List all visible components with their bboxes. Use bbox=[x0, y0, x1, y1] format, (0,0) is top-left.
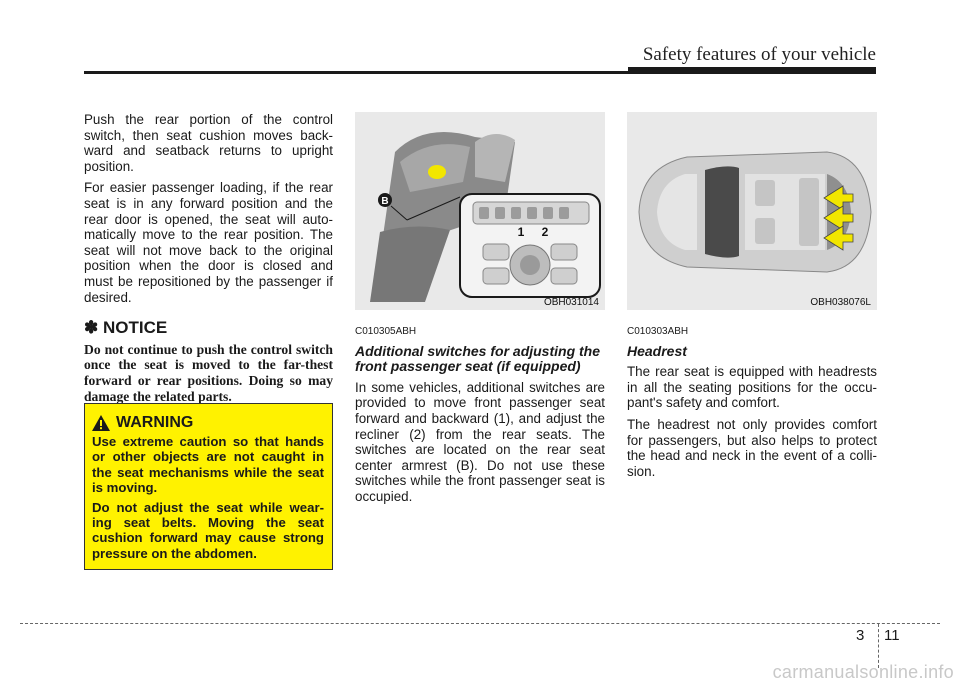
warning-triangle-icon bbox=[92, 415, 110, 431]
section-code: C010303ABH bbox=[627, 326, 689, 337]
section-code: C010305ABH bbox=[355, 326, 417, 337]
watermark: carmanualsonline.info bbox=[772, 662, 954, 682]
figure-code: OBH031014 bbox=[543, 297, 599, 308]
warning-header bbox=[92, 414, 324, 432]
footer-rule bbox=[20, 623, 940, 624]
car-top-view-illustration bbox=[627, 112, 877, 310]
section-title: Safety features of your vehicle bbox=[642, 44, 876, 65]
figure-code: OBH038076L bbox=[810, 297, 871, 308]
label-b: B bbox=[381, 196, 389, 207]
label-1: 1 bbox=[517, 225, 525, 239]
paragraph: The headrest not only provides comfort for passengers, but also helps to protect the head and neck in the event of a colli-sion. bbox=[627, 416, 877, 479]
header-rule-accent bbox=[628, 67, 876, 74]
paragraph: The rear seat is equipped with headrests in all the seating positions for the occu-pant's safety and comfort. bbox=[627, 364, 877, 411]
rear-seat-illustration bbox=[355, 112, 605, 310]
column-3 bbox=[627, 314, 877, 485]
label-2: 2 bbox=[541, 225, 549, 239]
page-number: 11 bbox=[884, 627, 900, 644]
paragraph: In some vehicles, additional switches are provided to move front passenger seat forward and backward (1), and adjust the recliner (2) from the rear seats. The switches are located on the rear seat center armrest (B). Do not use these switches while the front passenger seat is occupied. bbox=[355, 379, 605, 504]
column-1 bbox=[84, 112, 333, 404]
warning-title: WARNING bbox=[116, 414, 194, 431]
headrest-figure bbox=[627, 112, 877, 310]
column-2 bbox=[355, 314, 605, 511]
warning-box bbox=[84, 403, 333, 570]
section-heading: Headrest bbox=[627, 342, 687, 359]
paragraph: Push the rear portion of the control switch, then seat cushion moves back-ward and seatback returns to upright position. bbox=[84, 112, 333, 174]
warning-text: Use extreme caution so that hands or other objects are not caught in the seat mechanisms while the seat is moving. bbox=[92, 434, 324, 496]
warning-text: Do not adjust the seat while wear-ing seat belts. Moving the seat cushion forward may cause strong pressure on the abdomen. bbox=[92, 499, 324, 561]
rear-seat-switch-figure bbox=[355, 112, 605, 310]
notice-body: Do not continue to push the control switch once the seat is moved to the far-thest forward or rear positions. Doing so may damage the related parts. bbox=[84, 341, 333, 404]
paragraph: For easier passenger loading, if the rear seat is in any forward position and the rear door is opened, the seat will auto-matically move to the rear position. The seat will not move back to the original position when the door is closed and must be repositioned by the passenger if desired. bbox=[84, 180, 333, 305]
section-heading: Additional switches for adjusting the front passenger seat (if equipped) bbox=[355, 342, 601, 375]
notice-title: ✽ NOTICE bbox=[84, 318, 168, 338]
page-section-number: 3 bbox=[856, 627, 865, 644]
